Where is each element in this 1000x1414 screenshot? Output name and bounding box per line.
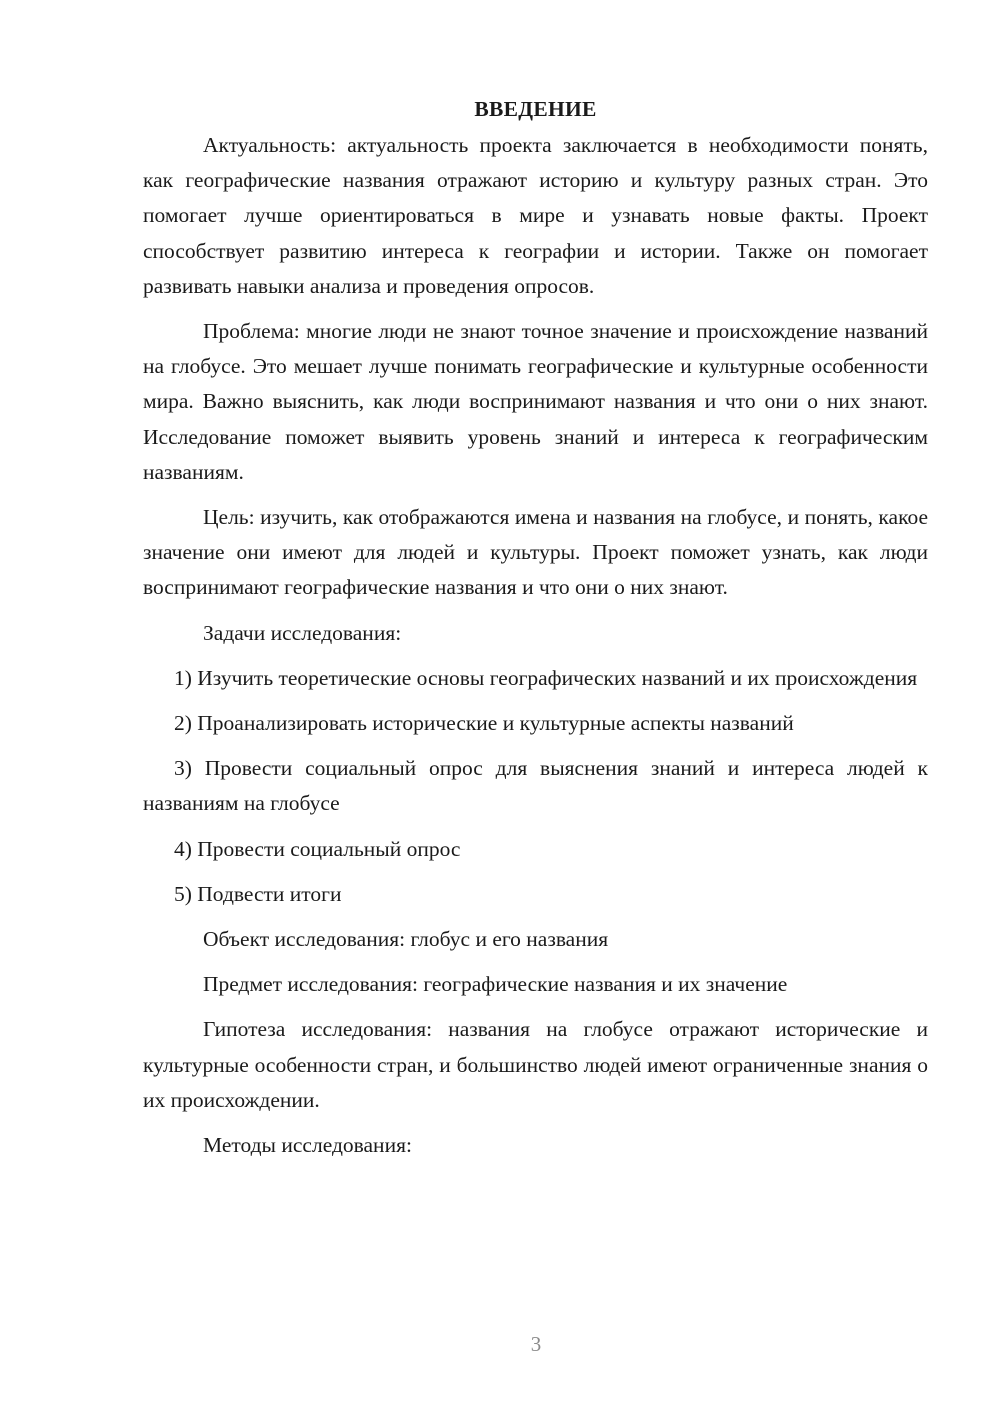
task-item-3: 3) Провести социальный опрос для выяснения знаний и интереса людей к названиям на глобусе <box>143 756 928 816</box>
task-item-2: 2) Проанализировать исторические и культурные аспекты названий <box>174 711 794 736</box>
document-page <box>143 92 928 1173</box>
page-number: 3 <box>530 1332 542 1356</box>
problem-paragraph: Проблема: многие люди не знают точное значение и происхождение названий на глобусе. Это мешает лучше понимать географические и культурные особенности мира. Важно выяснить, как люди воспринимают названия и что они о них знают. Исследование поможет выявить уровень знаний и интереса к географическим названиям. <box>143 319 928 484</box>
research-subject: Предмет исследования: географические названия и их значение <box>203 972 788 997</box>
task-item-1: 1) Изучить теоретические основы географических названий и их происхождения <box>174 665 918 690</box>
research-methods: Методы исследования: <box>203 1133 412 1158</box>
goal-paragraph: Цель: изучить, как отображаются имена и названия на глобусе, и понять, какое значение они имеют для людей и культуры. Проект поможет узнать, как люди воспринимают географические названия и что они о них знают. <box>143 505 928 600</box>
tasks-heading: Задачи исследования: <box>203 620 402 645</box>
relevance-paragraph: Актуальность: актуальность проекта заключается в необходимости понять, как географические названия отражают историю и культуру разных стран. Это помогает лучше ориентироваться в мире и узнавать новые факты. Проект способствует развитию интереса к географии и истории. Также он помогает развивать навыки анализа и проведения опросов. <box>143 133 928 298</box>
task-item-5: 5) Подвести итоги <box>174 881 342 906</box>
section-heading: ВВЕДЕНИЕ <box>474 97 597 121</box>
research-object: Объект исследования: глобус и его названия <box>203 927 609 952</box>
task-item-4: 4) Провести социальный опрос <box>174 836 461 861</box>
research-hypothesis: Гипотеза исследования: названия на глобусе отражают исторические и культурные особенности стран, и большинство людей имеют ограниченные знания о их происхождении. <box>143 1017 928 1112</box>
